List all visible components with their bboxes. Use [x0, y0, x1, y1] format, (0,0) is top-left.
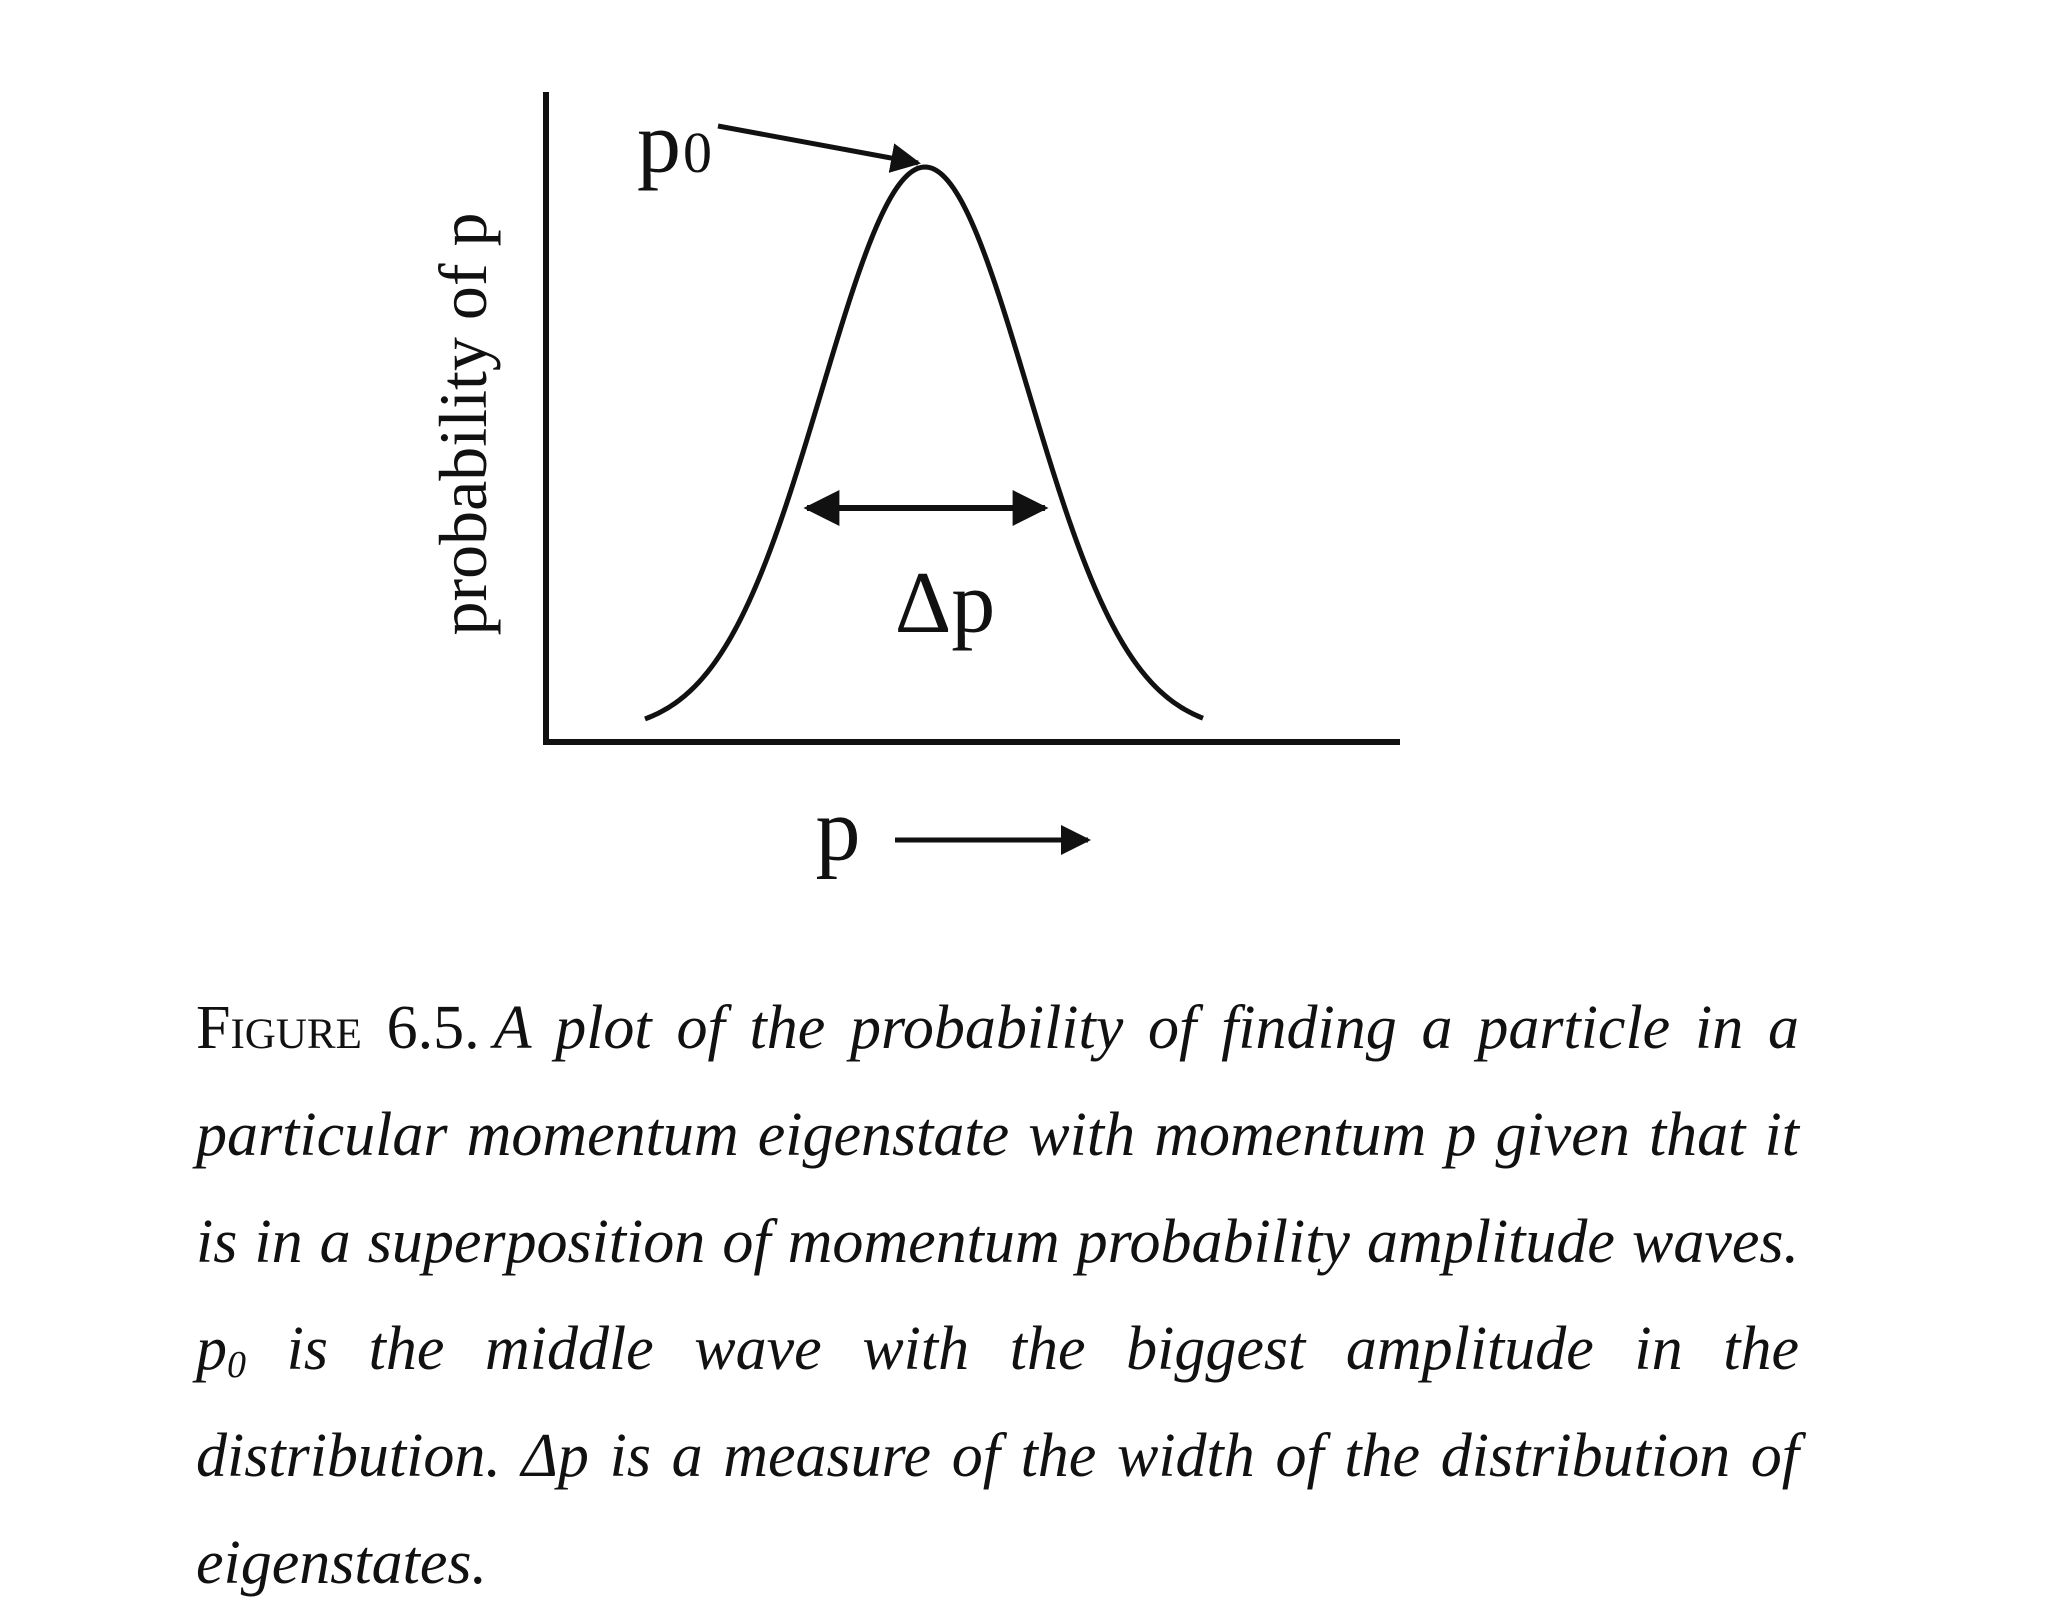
peak-label-subscript: 0 — [683, 120, 712, 185]
caption-label: Figure 6.5. — [196, 994, 480, 1062]
caption-subscript: 0 — [227, 1344, 246, 1386]
figure-caption — [196, 975, 1799, 1617]
x-axis-label: p — [815, 781, 861, 880]
caption-text-1: A plot of the probability of finding a particle in a particular momentum eigenstate with momentum p given that it is in a superposition of momentum probability amplitude waves. p — [196, 994, 1800, 1383]
peak-label: p0 — [637, 95, 712, 192]
peak-arrow — [718, 126, 918, 163]
caption-text-2: is the middle wave with the biggest amplitude in the distribution. Δp is a measure of the width of the distribution of eigenstates. — [196, 1315, 1799, 1597]
width-label: Δp — [894, 555, 996, 652]
y-axis-label: probability of p — [425, 212, 501, 636]
